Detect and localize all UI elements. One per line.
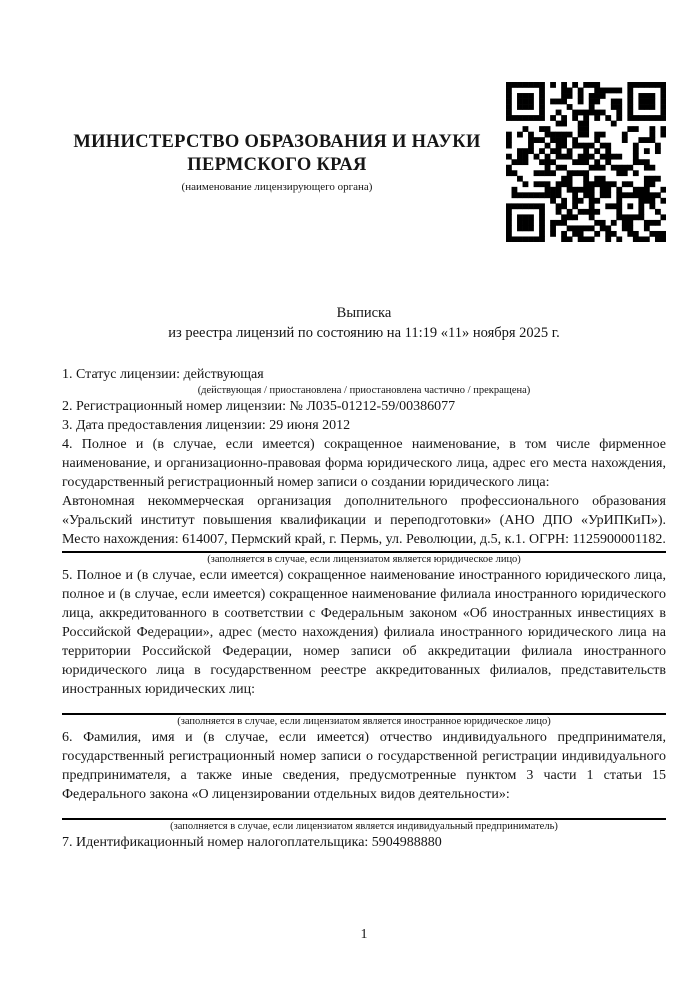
legal-entity-field-value: Автономная некоммерческая организация дополнительного профессионального образования «Уральский институт повышения квалификации и переподготовки» (АНО ДПО «УрИПКиП»). Место нахождения: 614007, Пермский край, г. Пермь, ул. Революции, д.5, к.1. ОГРН: 1125900001182.	[62, 494, 666, 547]
licensing-authority-block	[62, 131, 492, 193]
registration-number-line: 2. Регистрационный номер лицензии: № Л035-01212-59/00386077	[62, 399, 456, 414]
license-status-caption: (действующая / приостановлена / приостановлена частично / прекращена)	[197, 385, 531, 396]
license-status-line: 1. Статус лицензии: действующая	[62, 367, 264, 382]
document-title-line2: из реестра лицензий по состоянию на 11:19 «11» ноября 2025 г.	[168, 325, 560, 341]
legal-entity-field-label: 4. Полное и (в случае, если имеется) сокращенное наименование, в том числе фирменное наименование, и организационно-правовая форма юридического лица, адрес его места нахождения, государственный регистрационный номер записи о создании юридического лица:	[62, 437, 666, 490]
ministry-name-line1: МИНИСТЕРСТВО ОБРАЗОВАНИЯ И НАУКИ	[73, 132, 481, 152]
foreign-entity-caption: (заполняется в случае, если лицензиатом является иностранное юридическое лицо)	[177, 716, 551, 727]
individual-entrepreneur-paragraph: 6. Фамилия, имя и (в случае, если имеется) отчество индивидуального предпринимателя, государственный регистрационный номер записи о государственной регистрации индивидуального предпринимателя, а также иные сведения, предусмотренные пунктом 3 части 1 статьи 15 Федерального закона «О лицензировании отдельных видов деятельности»:	[62, 730, 666, 802]
foreign-entity-paragraph: 5. Полное и (в случае, если имеется) сокращенное наименование иностранного юридического лица, полное и (в случае, если имеется) сокращенное наименование филиала иностранного юридического лица, аккредитованного в соответствии с Федеральным законом «Об иностранных инвестициях в Российской Федерации», адрес (место нахождения) филиала иностранного юридического лица на территории Российской Федерации, номер записи об аккредитации филиала иностранного юридического лица в государственном реестре аккредитованных филиалов, представительств иностранных юридических лиц:	[62, 568, 666, 697]
document-body	[62, 365, 666, 852]
licensing-authority-caption: (наименование лицензирующего органа)	[181, 181, 373, 193]
grant-date-line: 3. Дата предоставления лицензии: 29 июня 2012	[62, 418, 351, 433]
qr-code-icon	[506, 82, 666, 242]
individual-entrepreneur-caption: (заполняется в случае, если лицензиатом является индивидуальный предприниматель)	[170, 821, 558, 832]
document-header	[62, 82, 666, 242]
document-title	[62, 303, 666, 343]
ministry-name-line2: ПЕРМСКОГО КРАЯ	[187, 155, 367, 175]
legal-entity-caption: (заполняется в случае, если лицензиатом является юридическое лицо)	[207, 554, 521, 565]
document-title-line1: Выписка	[336, 305, 392, 321]
page-number: 1	[360, 927, 368, 942]
taxpayer-number-line: 7. Идентификационный номер налогоплательщика: 5904988880	[62, 835, 442, 850]
legal-entity-paragraph	[62, 435, 666, 549]
